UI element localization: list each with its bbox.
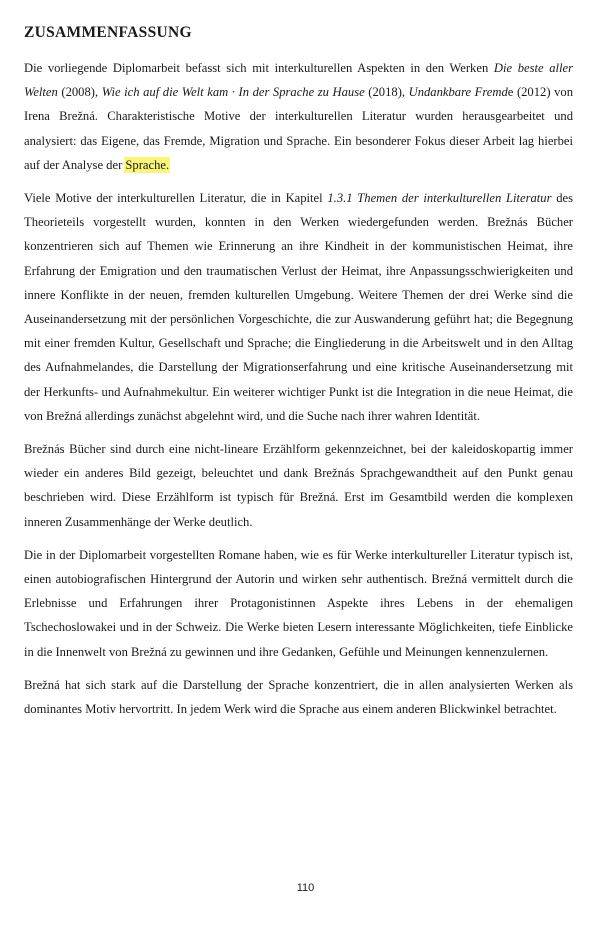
work-title-1: Die beste aller Welten bbox=[24, 61, 573, 100]
text-run: des Theorieteils vorgestellt wurden, konnten in den Werken wiedergefunden werden. Brežnás Bücher konzentrieren sich auf Themen wie Erinnerung an ihre Kindheit in der kommunistischen Heimat, ihre Erfahrung der Emigration und den traumatischen Verlust der Heimat, ihre Anpassungsschwierigkeiten und innere Konflikte in der neuen, fremden kulturellen Umgebung. Weitere Themen der drei Werke sind die Auseinandersetzung mit der persönlichen Vorgeschichte, die zur Auswanderung geführt hat; die Begegnung mit einer fremden Kultur, Gesellschaft und Sprache; die Eingliederung in die Arbeitswelt und in den Alltag des Aufnahmelandes, die Darstellung der Migrationserfahrung und eine kritische Auseinandersetzung mit der Herkunfts- und Aufnahmekultur. Ein weiterer wichtiger Punkt ist die Integration in die neue Heimat, die von Brežná allerdings zunächst abgelehnt wird, und die Suche nach ihrer wahren Identität. bbox=[24, 191, 573, 423]
paragraph-language: Brežná hat sich stark auf die Darstellung der Sprache konzentriert, die in allen analysierten Werken als dominantes Motiv hervortritt. In jedem Werk wird die Sprache aus einem anderen Blickwinkel betrachtet. bbox=[24, 677, 573, 717]
paragraph-autobiography: Die in der Diplomarbeit vorgestellten Romane haben, wie es für Werke interkultureller Literatur typisch ist, einen autobiografischen Hintergrund der Autorin und wirken sehr authentisch. Brežná vermittelt durch die Erlebnisse und Erfahrungen ihrer Protagonistinnen Aspekte ihres Lebens in der ehemaligen Tschechoslowakei und in der Schweiz. Die Werke bieten Lesern interessante Möglichkeiten, tiefe Einblicke in die Innenwelt von Brežná zu gewinnen und ihre Gedanken, Gefühle und Meinungen kennenzulernen. bbox=[24, 547, 573, 659]
work-title-3: Undankbare Fremd bbox=[408, 85, 508, 100]
text-run: (2018), bbox=[364, 85, 409, 100]
text-run: e (2012) von Irena Brežná. Charakteristische Motive der interkulturellen Literatur wurden herausgearbeitet und analysiert: das Eigene, das Fremde, Migration und Sprache. Ein besonderer Fokus dieser Arbeit lag hierbei auf der Analyse der bbox=[24, 85, 573, 172]
highlighted-word: Sprache. bbox=[125, 157, 170, 172]
work-title-2: Wie ich auf die Welt kam · In der Sprache zu Hause bbox=[101, 85, 365, 100]
page-number: 110 bbox=[296, 882, 315, 894]
paragraph-intro bbox=[24, 56, 573, 177]
text-run: Die vorliegende Diplomarbeit befasst sich mit interkulturellen Aspekten in den Werken bbox=[24, 61, 494, 75]
paragraph-motives bbox=[24, 186, 573, 428]
chapter-reference: 1.3.1 Themen der interkulturellen Literatur bbox=[327, 191, 552, 206]
text-run: (2008), bbox=[57, 85, 102, 100]
paragraph-narrative-form: Brežnás Bücher sind durch eine nicht-lineare Erzählform gekennzeichnet, bei der kaleidoskopartig immer wieder ein anderes Bild gezeigt, beleuchtet und dank Brežnás Sprachgewandtheit auf den Punkt genau beschrieben wird. Diese Erzählform ist typisch für Brežná. Erst im Gesamtbild werden die komplexen inneren Zusammenhänge der Werke deutlich. bbox=[24, 442, 573, 529]
section-heading: ZUSAMMENFASSUNG bbox=[24, 24, 192, 41]
text-run: Viele Motive der interkulturellen Literatur, die in Kapitel bbox=[24, 191, 328, 206]
